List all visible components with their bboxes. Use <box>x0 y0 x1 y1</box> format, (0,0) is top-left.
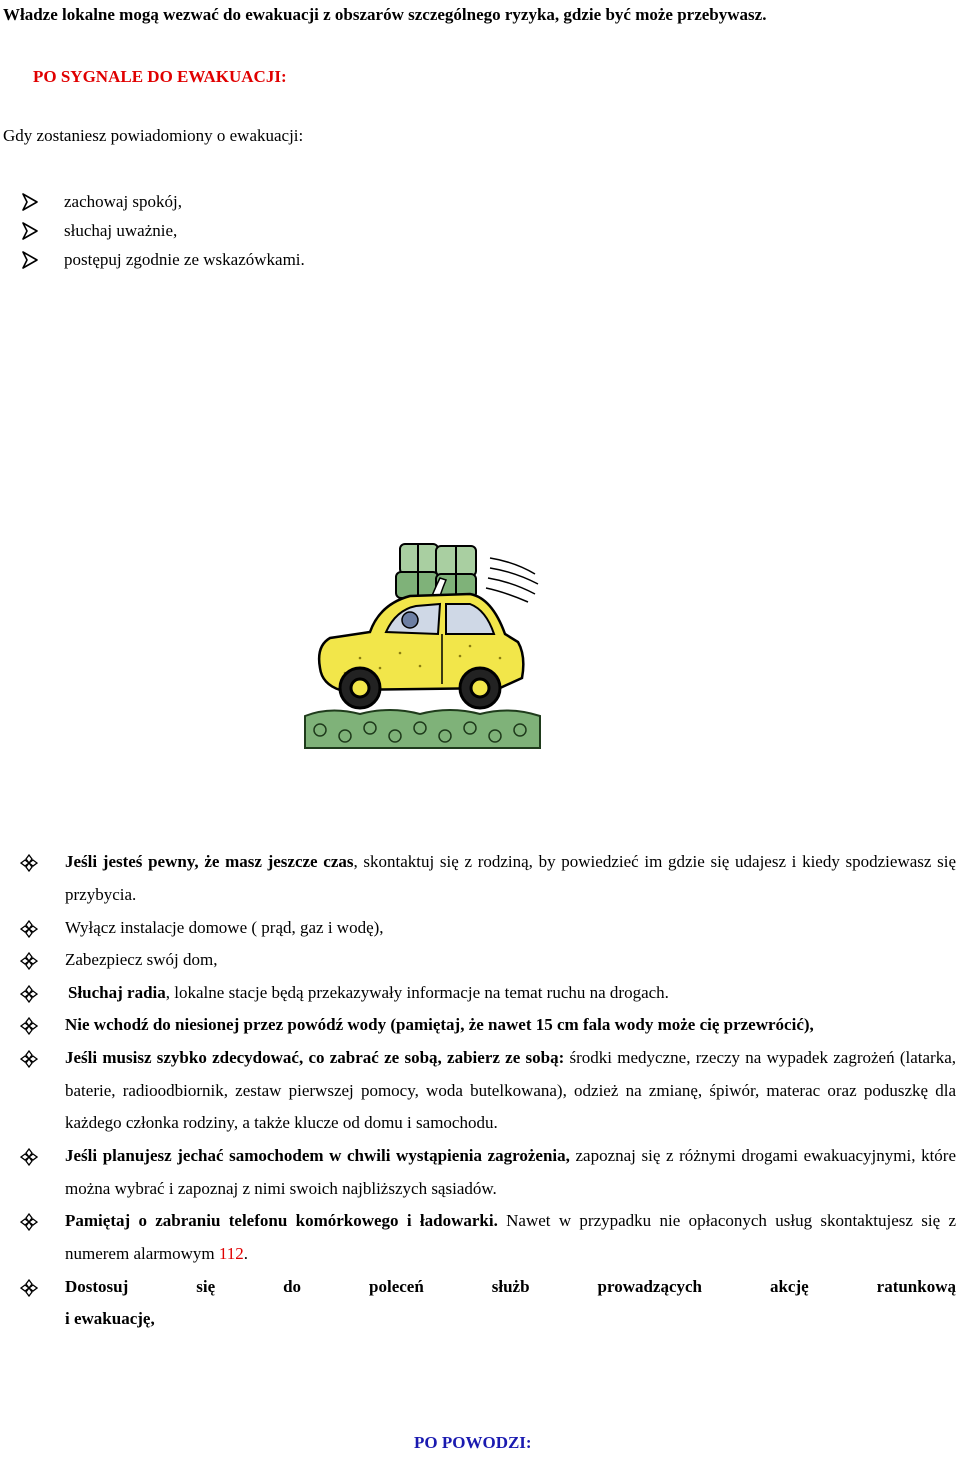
instruction-text: i ewakuację, <box>65 1309 155 1328</box>
list-item <box>22 216 305 245</box>
instruction-end: . <box>243 1243 249 1263</box>
instruction-text: Nie wchodź do niesionej przez powódź wody (pamiętaj, że nawet 15 cm fala wody może cię przewrócić), <box>65 1015 814 1034</box>
instruction-rest: , lokalne stacje będą przekazywały informacje na temat ruchu na drogach. <box>165 983 669 1002</box>
instruction-text <box>65 1042 956 1140</box>
arrow-list <box>22 187 305 274</box>
instruction-text <box>65 1140 956 1205</box>
car-clipart-image <box>300 538 545 753</box>
diamond-bullet-icon <box>20 952 38 970</box>
arrow-bullet-icon <box>22 193 38 211</box>
after-flood-heading: PO POWODZI: <box>414 1433 532 1452</box>
diamond-bullet-icon <box>20 1050 38 1068</box>
instruction-bold: Jeśli musisz szybko zdecydować, co zabrać ze sobą, zabierz ze sobą: <box>65 1048 565 1067</box>
instruction-bold: Słuchaj radia <box>68 983 166 1002</box>
arrow-bullet-icon <box>22 251 38 269</box>
instruction-rest: środki medyczne, rzeczy na wypadek zagrożeń (latarka, baterie, radioodbiornik, zestaw pierwszej pomocy, woda butelkowana), odzież na zmianę, śpiwór, materac oraz poduszkę dla każdego członka rodziny, a także klucze od domu i samochodu. <box>65 1048 957 1133</box>
instruction-bold: Jeśli planujesz jechać samochodem w chwili wystąpienia zagrożenia, <box>65 1146 570 1165</box>
list-item-text: postępuj zgodnie ze wskazówkami. <box>64 249 305 269</box>
instruction-text: Zabezpiecz swój dom, <box>65 950 218 969</box>
instruction-text: Dostosuj się do poleceń służb prowadzących akcję ratunkową <box>65 1277 956 1296</box>
diamond-bullet-icon <box>20 1213 38 1231</box>
list-item-text: zachowaj spokój, <box>64 191 183 211</box>
intro-text: Władze lokalne mogą wezwać do ewakuacji z obszarów szczególnego ryzyka, gdzie być może przebywasz. <box>3 5 767 24</box>
emergency-number: 112 <box>218 1243 244 1263</box>
instruction-rest: zapoznaj się z różnymi drogami ewakuacyjnymi, które można wybrać i zapoznaj z nimi swoich najbliższych sąsiadów. <box>65 1146 956 1198</box>
instruction-text <box>68 977 959 1010</box>
diamond-bullet-icon <box>20 1279 38 1297</box>
instruction-text: Wyłącz instalacje domowe ( prąd, gaz i wodę), <box>65 918 384 937</box>
instruction-bold: Pamiętaj o zabraniu telefonu komórkowego i ładowarki. <box>65 1211 498 1230</box>
notification-line: Gdy zostaniesz powiadomiony o ewakuacji: <box>3 126 304 145</box>
instruction-text <box>65 846 956 911</box>
diamond-bullet-icon <box>20 1017 38 1035</box>
diamond-bullet-icon <box>20 854 38 872</box>
instruction-bold: Jeśli jesteś pewny, że masz jeszcze czas <box>65 852 354 871</box>
arrow-bullet-icon <box>22 222 38 240</box>
diamond-bullet-icon <box>20 985 38 1003</box>
instruction-text <box>65 1205 956 1270</box>
instruction-rest: Nawet w przypadku nie opłaconych usług skontaktujesz się z numerem alarmowym <box>65 1211 956 1263</box>
diamond-bullet-icon <box>20 1148 38 1166</box>
diamond-bullet-icon <box>20 920 38 938</box>
list-item <box>22 187 305 216</box>
list-item <box>22 245 305 274</box>
list-item-text: słuchaj uważnie, <box>64 220 178 240</box>
evacuation-signal-heading: PO SYGNALE DO EWAKUACJI: <box>33 67 287 86</box>
instruction-rest: , skontaktuj się z rodziną, by powiedzieć im gdzie się udajesz i kiedy spodziewasz się przybycia. <box>65 852 956 904</box>
